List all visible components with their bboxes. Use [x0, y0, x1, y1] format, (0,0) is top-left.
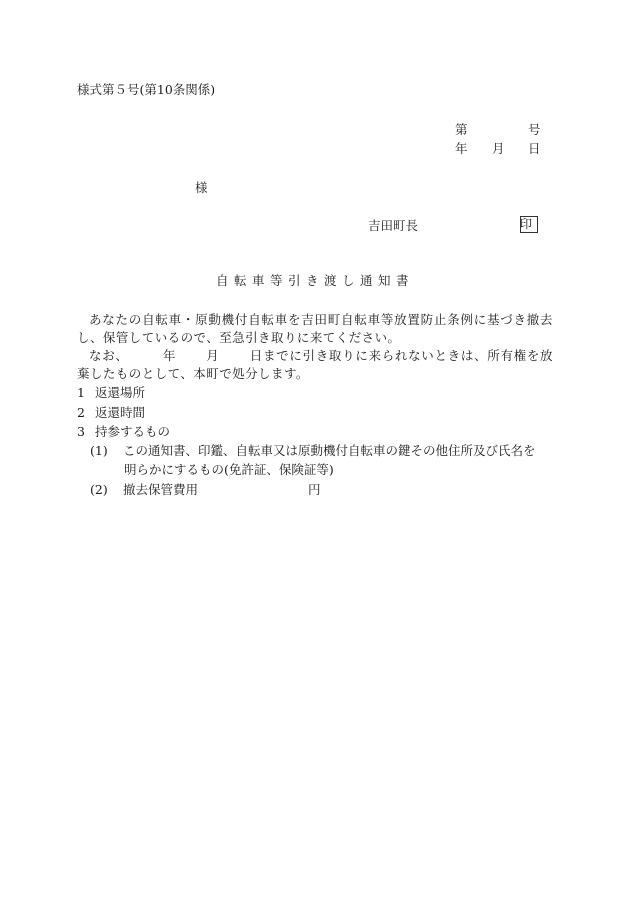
- seal-mark: 印: [520, 217, 533, 231]
- sub-item-text: この通知書、印鑑、自転車又は原動機付自転車の鍵その他住所及び氏名を: [123, 443, 536, 458]
- date-month-label: 月: [492, 141, 505, 156]
- document-number: [455, 122, 543, 138]
- p2-prefix: なお、: [89, 348, 129, 363]
- form-number: 様式第５号(第10条関係): [77, 82, 216, 97]
- p2-year: 年: [162, 348, 177, 363]
- list-item: [77, 405, 145, 421]
- item-number: 2: [77, 405, 85, 420]
- document-number-suffix: 号: [528, 122, 541, 137]
- item-label: 返還場所: [95, 385, 146, 400]
- item-number: 1: [77, 385, 85, 400]
- document-number-prefix: 第: [455, 122, 468, 137]
- p2-month: 月: [206, 348, 220, 363]
- item-label: 返還時間: [95, 405, 146, 420]
- sub-item-label: 撤去保管費用: [123, 482, 199, 497]
- p2-rest: 日までに引き取りに来られないときは、所有権を放棄したものとして、本町で処分します。: [77, 348, 554, 381]
- body-paragraph-1: あなたの自転車・原動機付自転車を吉田町自転車等放置防止条例に基づき撤去し、保管しているので、至急引き取りに来てください。: [77, 312, 553, 345]
- issuer-name: 吉田町長: [368, 218, 419, 233]
- sub-item-1: [90, 443, 536, 459]
- seal-box: [520, 216, 538, 233]
- sub-item-1-continuation: 明らかにするもの(免許証、保険証等): [124, 462, 334, 477]
- sub-item-2: [90, 482, 321, 498]
- addressee-suffix: 様: [195, 180, 208, 195]
- document-title: 自転車等引き渡し通知書: [215, 273, 414, 288]
- sub-item-number: (2): [90, 482, 108, 497]
- list-item: [77, 424, 170, 440]
- body-paragraph-2: [77, 347, 553, 383]
- date-day-label: 日: [528, 141, 541, 156]
- date-year-label: 年: [455, 141, 468, 156]
- item-label: 持参するもの: [95, 424, 171, 439]
- sub-item-number: (1): [90, 443, 108, 458]
- list-item: [77, 385, 145, 401]
- sub-item-unit: 円: [308, 482, 321, 497]
- item-number: 3: [77, 424, 85, 439]
